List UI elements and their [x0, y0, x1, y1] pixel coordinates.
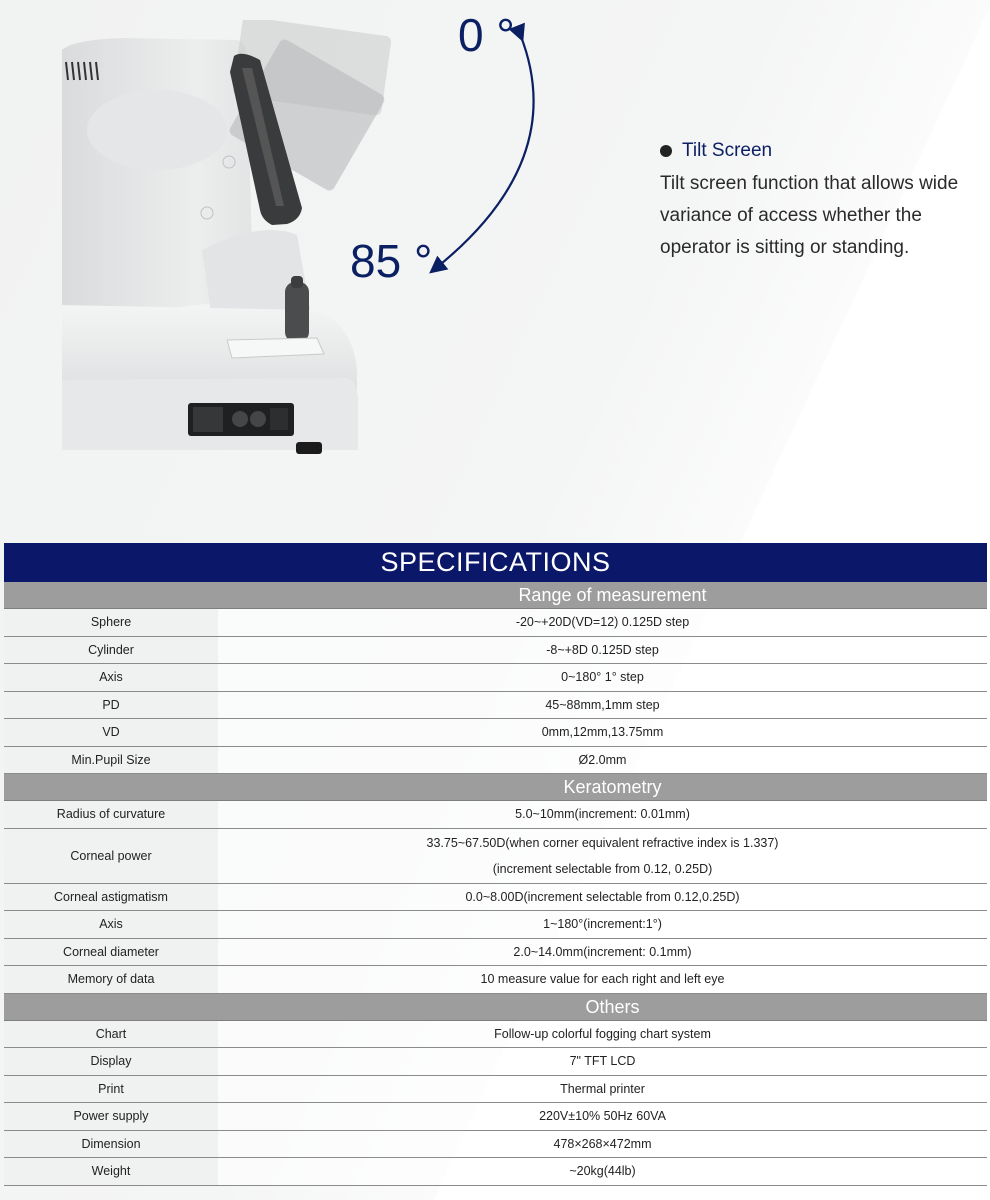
- spec-value-cell: [218, 911, 987, 938]
- spec-row: [4, 692, 987, 720]
- spec-label: Corneal power: [4, 829, 218, 883]
- spec-label: Display: [4, 1048, 218, 1075]
- spec-label: Corneal astigmatism: [4, 884, 218, 911]
- feature-title: [660, 138, 960, 164]
- spec-value-cell: [218, 719, 987, 746]
- section-title: Keratometry: [563, 777, 662, 797]
- spec-value: 0.0~8.00D(increment selectable from 0.12,0.25D): [465, 889, 740, 904]
- spec-row: [4, 911, 987, 939]
- spec-value-cell: [218, 637, 987, 664]
- spec-value: -20~+20D(VD=12) 0.125D step: [515, 615, 690, 630]
- spec-label: Corneal diameter: [4, 939, 218, 966]
- spec-row: [4, 1021, 987, 1049]
- feature-description: Tilt screen function that allows wide variance of access whether the operator is sitting or standing.: [660, 173, 959, 258]
- spec-label: Power supply: [4, 1103, 218, 1130]
- spec-value-cell: [218, 692, 987, 719]
- spec-label: Weight: [4, 1158, 218, 1185]
- spec-row: [4, 1103, 987, 1131]
- spec-value: 45~88mm,1mm step: [545, 697, 660, 712]
- hero-section: [0, 0, 990, 540]
- spec-row: [4, 609, 987, 637]
- spec-label: Cylinder: [4, 637, 218, 664]
- section-title: Range of measurement: [518, 585, 707, 605]
- spec-label: Radius of curvature: [4, 801, 218, 828]
- spec-value: Ø2.0mm: [578, 752, 627, 767]
- spec-row: [4, 884, 987, 912]
- spec-value-cell: [218, 664, 987, 691]
- spec-value-cell: [218, 1131, 987, 1158]
- section-header: [4, 582, 987, 609]
- spec-row: [4, 637, 987, 665]
- spec-row: [4, 1131, 987, 1159]
- spec-label: PD: [4, 692, 218, 719]
- section-header: [4, 774, 987, 801]
- spec-value-cell: [218, 801, 987, 828]
- spec-value: Thermal printer: [560, 1081, 645, 1096]
- angle-top-label: 0 °: [458, 9, 515, 61]
- spec-value: Follow-up colorful fogging chart system: [494, 1026, 711, 1041]
- spec-value-cell: [218, 1158, 987, 1185]
- spec-value: 33.75~67.50D(when corner equivalent refractive index is 1.337): [426, 835, 779, 850]
- bullet-icon: [660, 145, 672, 157]
- spec-label: Print: [4, 1076, 218, 1103]
- spec-value: 478×268×472mm: [553, 1136, 652, 1151]
- spec-value: 10 measure value for each right and left eye: [480, 972, 725, 987]
- section-header: [4, 994, 987, 1021]
- spec-value-cell: [218, 1076, 987, 1103]
- spec-row: [4, 664, 987, 692]
- spec-value-cell: [218, 1021, 987, 1048]
- spec-row: [4, 747, 987, 775]
- section-title: Others: [585, 996, 640, 1017]
- spec-label: Memory of data: [4, 966, 218, 993]
- specifications-title: SPECIFICATIONS: [4, 543, 987, 582]
- spec-row: [4, 1076, 987, 1104]
- spec-label: Min.Pupil Size: [4, 747, 218, 774]
- spec-value: -8~+8D 0.125D step: [546, 642, 659, 657]
- spec-label: Dimension: [4, 1131, 218, 1158]
- spec-row: [4, 939, 987, 967]
- feature-block: [660, 138, 960, 264]
- spec-value-line2: (increment selectable from 0.12, 0.25D): [492, 861, 713, 876]
- spec-label: Sphere: [4, 609, 218, 636]
- spec-value-cell: [218, 1048, 987, 1075]
- spec-value-cell: [218, 747, 987, 774]
- spec-row: [4, 719, 987, 747]
- spec-value: 220V±10% 50Hz 60VA: [539, 1109, 666, 1124]
- spec-value-cell: [218, 609, 987, 636]
- spec-value: 2.0~14.0mm(increment: 0.1mm): [513, 944, 692, 959]
- spec-row: [4, 1048, 987, 1076]
- spec-value: 5.0~10mm(increment: 0.01mm): [515, 807, 690, 822]
- spec-value-cell: [218, 939, 987, 966]
- spec-row: [4, 801, 987, 829]
- spec-row: [4, 1158, 987, 1186]
- spec-value-cell: [218, 884, 987, 911]
- spec-value-cell: [218, 829, 987, 883]
- spec-value: 1~180°(increment:1°): [543, 917, 662, 932]
- spec-value: 0~180° 1° step: [561, 670, 644, 685]
- spec-label: Chart: [4, 1021, 218, 1048]
- spec-row: [4, 966, 987, 994]
- spec-label: Axis: [4, 911, 218, 938]
- spec-value: 7" TFT LCD: [569, 1054, 636, 1069]
- spec-row: [4, 829, 987, 884]
- spec-label: VD: [4, 719, 218, 746]
- spec-value: ~20kg(44lb): [569, 1164, 636, 1179]
- specifications-body: [4, 582, 987, 1186]
- spec-value-cell: [218, 1103, 987, 1130]
- spec-label: Axis: [4, 664, 218, 691]
- feature-title-text: Tilt Screen: [682, 140, 773, 161]
- specifications-table: [4, 543, 987, 1186]
- angle-bottom-label: 85 °: [350, 235, 433, 287]
- spec-value: 0mm,12mm,13.75mm: [541, 725, 664, 740]
- spec-value-cell: [218, 966, 987, 993]
